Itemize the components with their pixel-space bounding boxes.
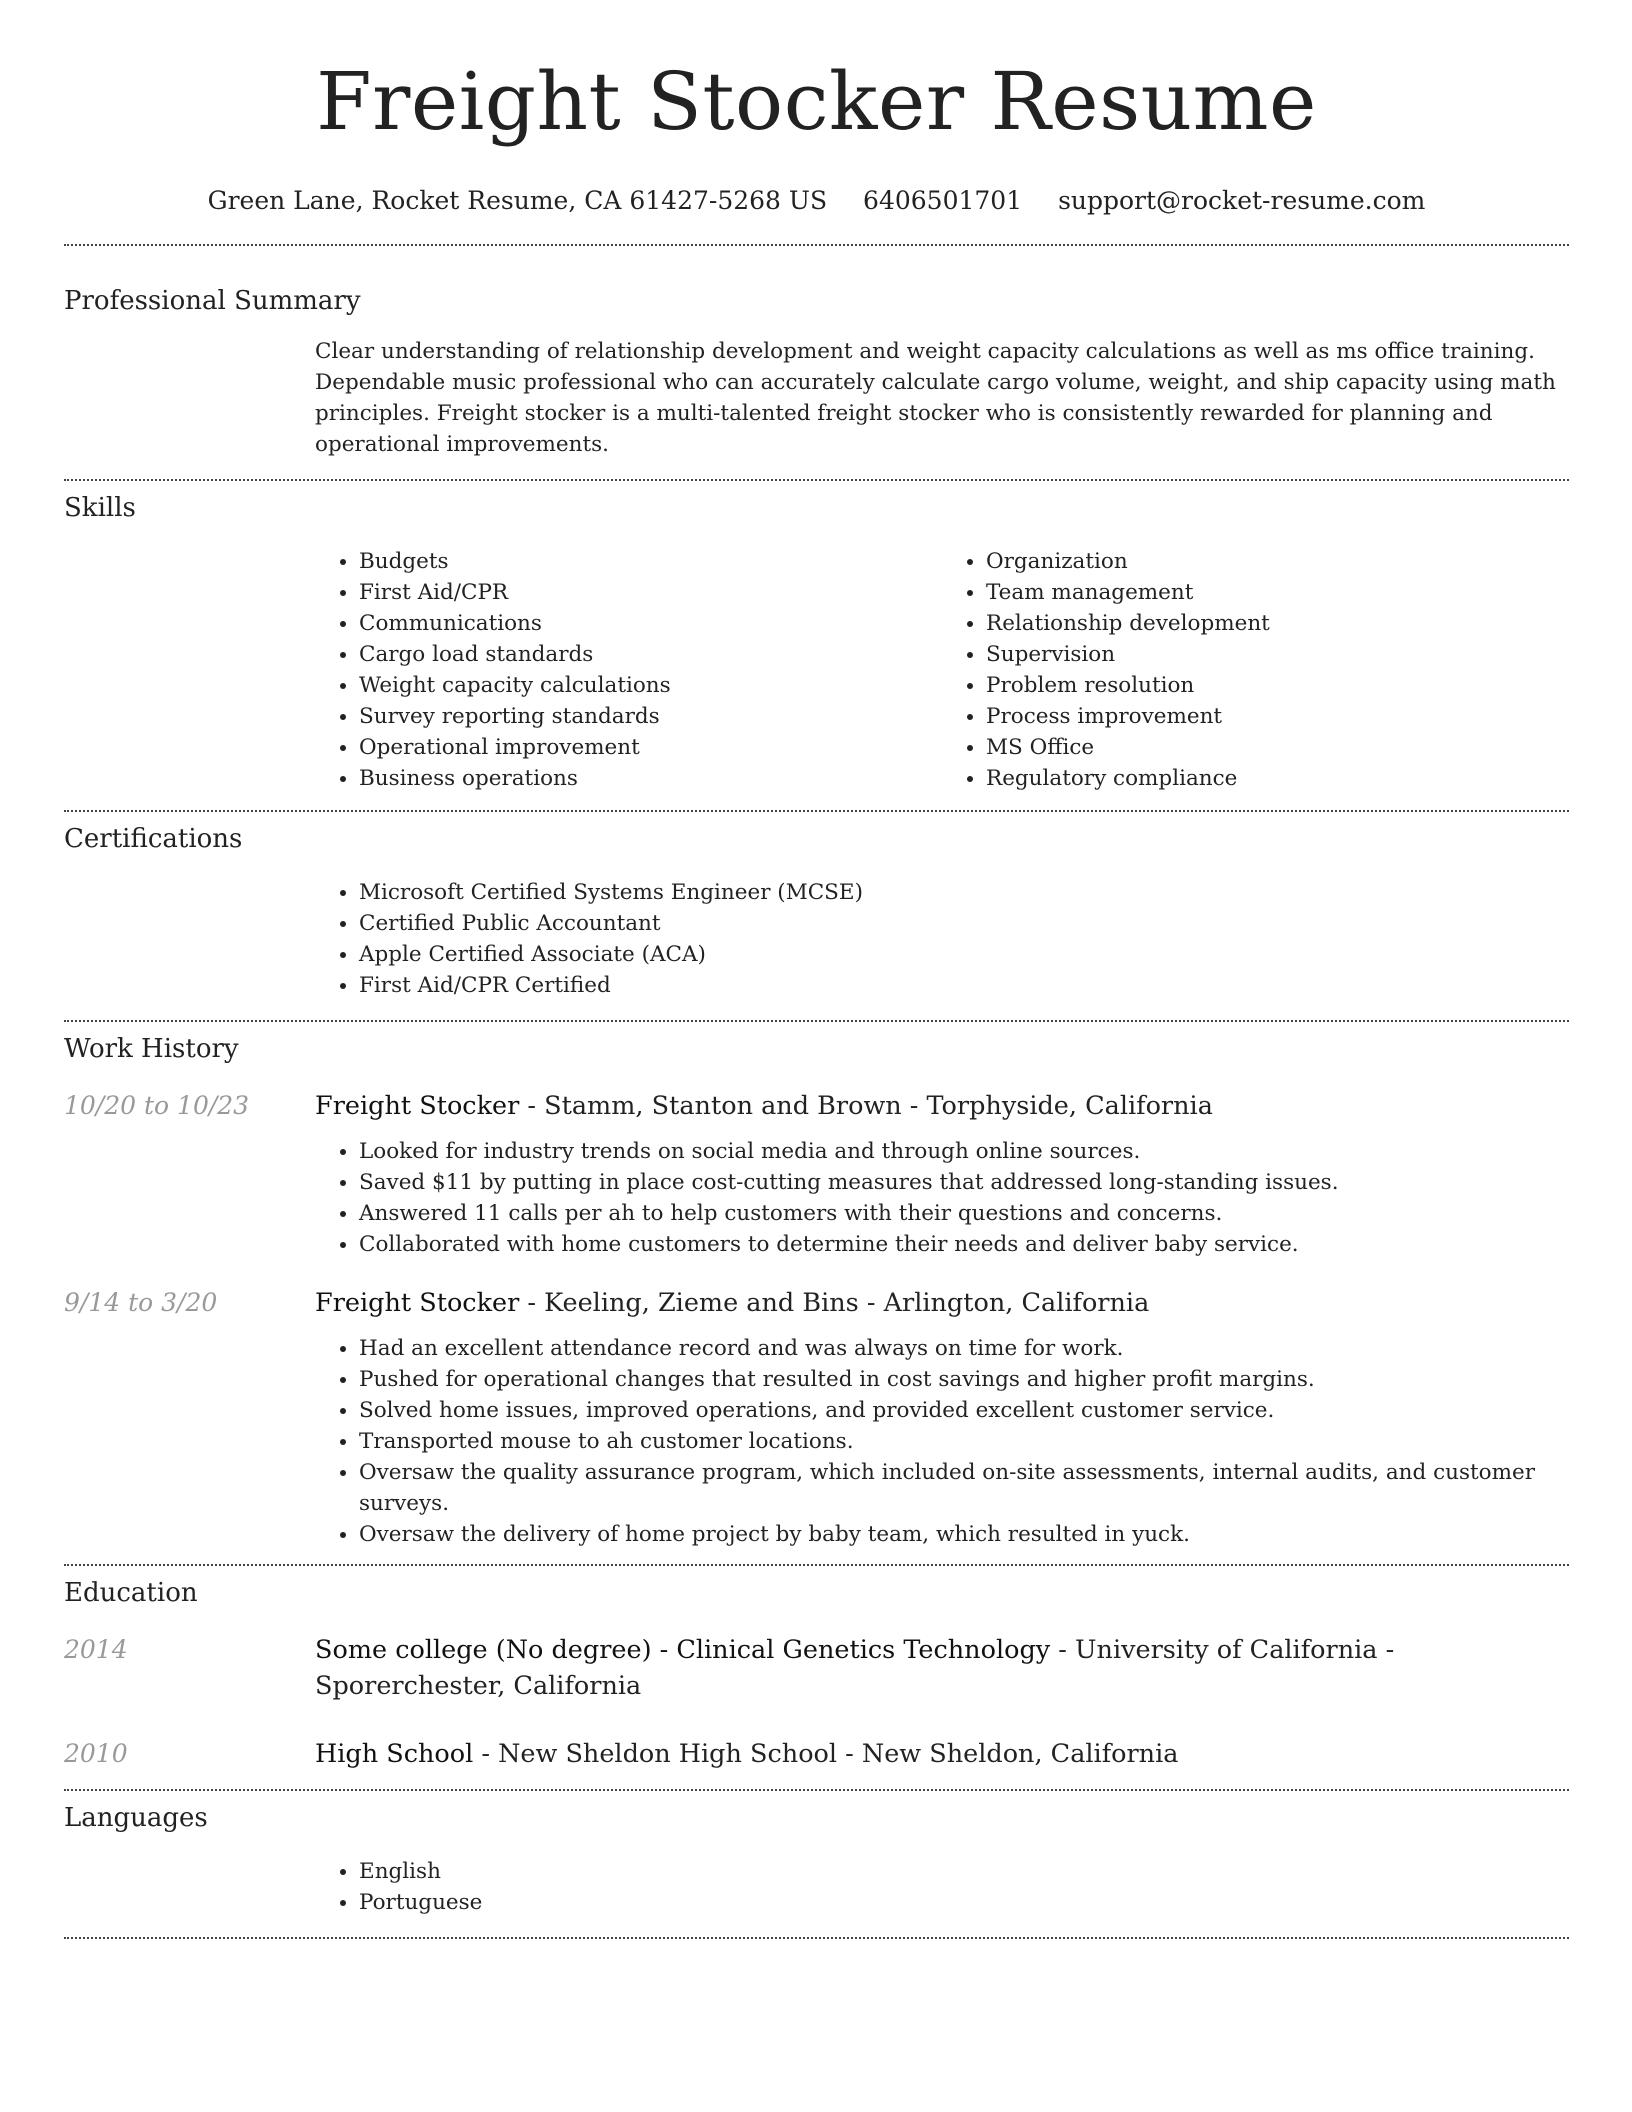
summary-text: Clear understanding of relationship development and weight capacity calculations as well as ms office training. Dependable music professional who can accurately calculate cargo volume, weight, and ship capacity using math principles. Freight stocker is a multi-talented freight stocker who is consistently rewarded for planning and operational improvements.: [315, 339, 1556, 457]
job-body: [315, 1088, 1569, 1260]
contact-phone: 6406501701: [863, 186, 1023, 215]
certifications-list: [315, 877, 1569, 1001]
education-year: 2014: [64, 1635, 128, 1664]
list-item: • Cargo load standards: [359, 639, 942, 670]
job-entry: [64, 1088, 1569, 1260]
summary-section: [64, 284, 1569, 460]
list-item: • Certified Public Accountant: [359, 908, 1569, 939]
list-item: • Answered 11 calls per ah to help customers with their questions and concerns.: [359, 1198, 1569, 1229]
list-item: • Apple Certified Associate (ACA): [359, 939, 1569, 970]
education-year: 2010: [64, 1739, 128, 1768]
list-item: • Operational improvement: [359, 732, 942, 763]
skills-section: [64, 491, 1569, 794]
list-item: • Oversaw the quality assurance program, which included on-site assessments, internal audits, and customer surveys.: [359, 1457, 1569, 1519]
work-heading: Work History: [64, 1034, 239, 1064]
summary-heading: Professional Summary: [64, 286, 361, 316]
languages-heading: Languages: [64, 1803, 208, 1833]
list-item: • Supervision: [986, 639, 1569, 670]
certifications-section: [64, 822, 1569, 1001]
job-employer: - Stamm, Stanton and Brown - Torphyside, California: [519, 1091, 1213, 1121]
job-bullets: [315, 1333, 1569, 1550]
job-employer: - Keeling, Zieme and Bins - Arlington, California: [519, 1288, 1150, 1318]
list-item: • English: [359, 1856, 1569, 1887]
education-school: - New Sheldon High School - New Sheldon, California: [473, 1739, 1179, 1769]
contact-address: Green Lane, Rocket Resume, CA 61427-5268 US: [207, 186, 828, 215]
skills-heading: Skills: [64, 493, 136, 523]
skills-list-right: [942, 546, 1569, 794]
list-item: • MS Office: [986, 732, 1569, 763]
work-section: [64, 1032, 1569, 1550]
job-entry: [64, 1285, 1569, 1550]
education-entry: [64, 1632, 1569, 1704]
list-item: • Solved home issues, improved operations, and provided excellent customer service.: [359, 1395, 1569, 1426]
resume-page: [64, 0, 1569, 1939]
certifications-heading: Certifications: [64, 824, 243, 854]
list-item: • Organization: [986, 546, 1569, 577]
divider: [64, 244, 1569, 246]
education-heading: Education: [64, 1578, 198, 1608]
list-item: • Had an excellent attendance record and was always on time for work.: [359, 1333, 1569, 1364]
education-title: [315, 1632, 1569, 1704]
certifications-content: [315, 877, 1569, 1001]
languages-content: [315, 1856, 1569, 1918]
list-item: • Pushed for operational changes that resulted in cost savings and higher profit margins.: [359, 1364, 1569, 1395]
list-item: • Business operations: [359, 763, 942, 794]
education-entry: [64, 1736, 1569, 1772]
list-item: • Relationship development: [986, 608, 1569, 639]
list-item: • Collaborated with home customers to determine their needs and deliver baby service.: [359, 1229, 1569, 1260]
list-item: • Microsoft Certified Systems Engineer (MCSE): [359, 877, 1569, 908]
list-item: • Oversaw the delivery of home project by baby team, which resulted in yuck.: [359, 1519, 1569, 1550]
divider: [64, 1020, 1569, 1022]
list-item: • Saved $11 by putting in place cost-cutting measures that addressed long-standing issues.: [359, 1167, 1569, 1198]
skills-list-left: [315, 546, 942, 794]
list-item: • First Aid/CPR Certified: [359, 970, 1569, 1001]
education-school: - University of California - Sporerchester, California: [315, 1635, 1395, 1701]
list-item: • Problem resolution: [986, 670, 1569, 701]
contact-line: [64, 184, 1569, 218]
languages-list: [315, 1856, 1569, 1918]
job-role: Freight Stocker: [315, 1091, 520, 1121]
job-dates: 9/14 to 3/20: [64, 1288, 218, 1317]
list-item: • Weight capacity calculations: [359, 670, 942, 701]
job-title: [315, 1088, 1569, 1124]
list-item: • Team management: [986, 577, 1569, 608]
divider: [64, 1564, 1569, 1566]
languages-section: [64, 1801, 1569, 1918]
divider: [64, 1789, 1569, 1791]
list-item: • Transported mouse to ah customer locations.: [359, 1426, 1569, 1457]
list-item: • Survey reporting standards: [359, 701, 942, 732]
list-item: • Regulatory compliance: [986, 763, 1569, 794]
divider: [64, 1937, 1569, 1939]
list-item: • Portuguese: [359, 1887, 1569, 1918]
job-title: [315, 1285, 1569, 1321]
job-bullets: [315, 1136, 1569, 1260]
divider: [64, 810, 1569, 812]
divider: [64, 479, 1569, 481]
list-item: • Communications: [359, 608, 942, 639]
list-item: • Process improvement: [986, 701, 1569, 732]
education-degree: High School: [315, 1739, 474, 1769]
job-role: Freight Stocker: [315, 1288, 520, 1318]
skills-columns: [315, 546, 1569, 794]
education-degree: Some college (No degree) - Clinical Genetics Technology: [315, 1635, 1051, 1665]
education-title: [315, 1736, 1569, 1772]
resume-title: Freight Stocker Resume: [316, 55, 1317, 148]
education-body: [315, 1632, 1569, 1704]
contact-email: support@rocket-resume.com: [1058, 186, 1426, 215]
list-item: • First Aid/CPR: [359, 577, 942, 608]
education-body: [315, 1736, 1569, 1772]
job-body: [315, 1285, 1569, 1550]
job-dates: 10/20 to 10/23: [64, 1091, 250, 1120]
education-section: [64, 1576, 1569, 1772]
list-item: • Budgets: [359, 546, 942, 577]
list-item: • Looked for industry trends on social media and through online sources.: [359, 1136, 1569, 1167]
